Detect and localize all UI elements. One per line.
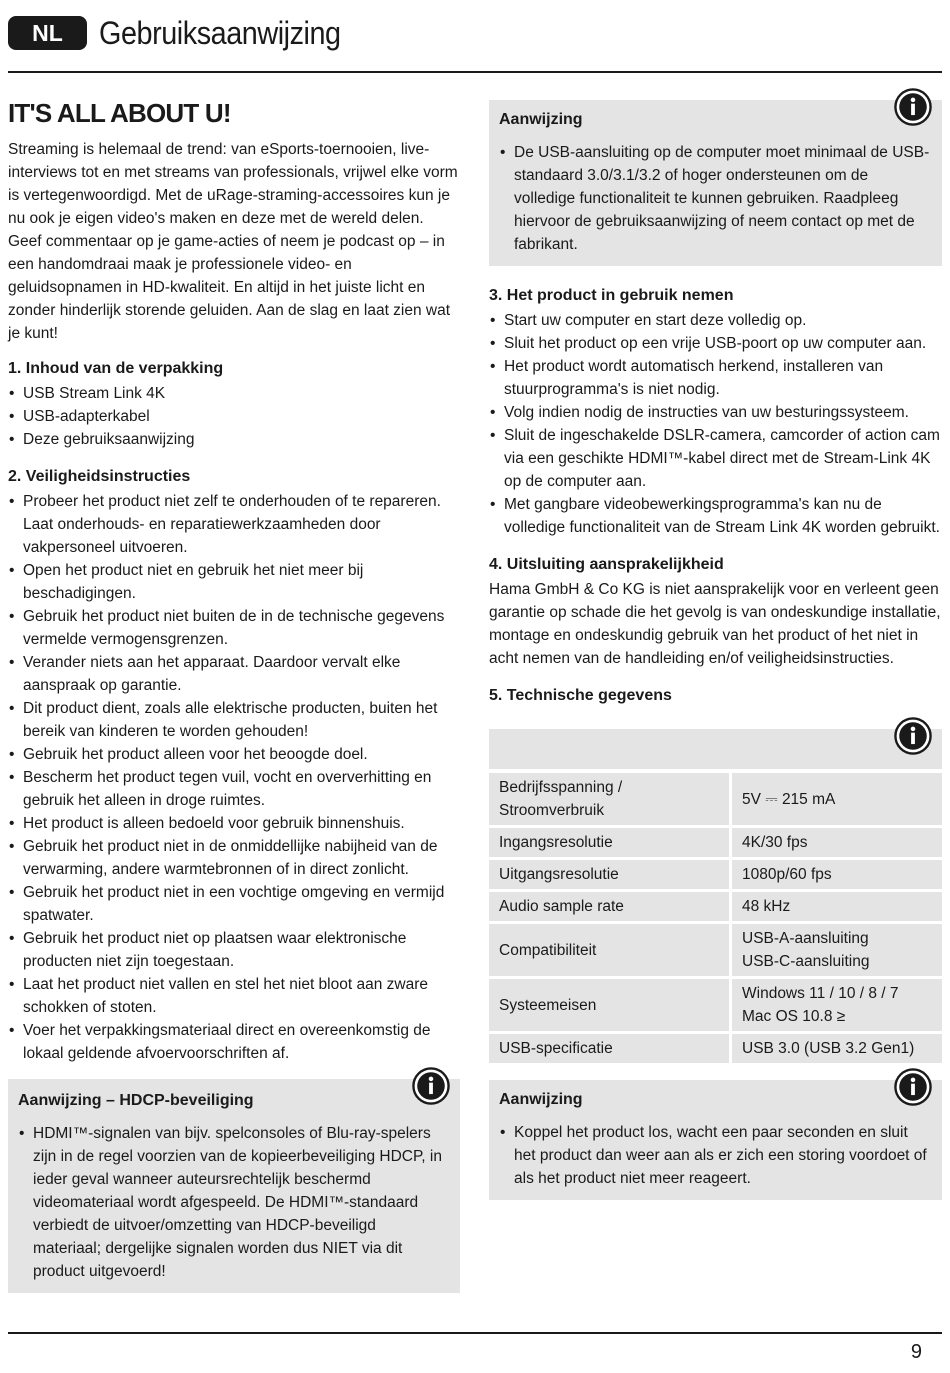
list-item: • Voer het verpakkingsmateriaal direct en overeenkomstig de lokaal geldende afvoervoorschriften af. bbox=[8, 1019, 460, 1065]
section-liability-title: 4. Uitsluiting aansprakelijkheid bbox=[489, 556, 724, 573]
list-item: • De USB-aansluiting op de computer moet minimaal de USB-standaard 3.0/3.1/3.2 of hoger ondersteunen om de volledige functionaliteit te kunnen gebruiken. Raadpleeg hiervoor de gebruiksaanwijzing of neem contact op met de fabrikant. bbox=[499, 141, 930, 256]
table-row bbox=[489, 979, 942, 1034]
spec-value: 48 kHz bbox=[732, 892, 942, 924]
table-row bbox=[489, 892, 942, 924]
list-item: • Verander niets aan het apparaat. Daardoor vervalt elke aanspraak op garantie. bbox=[8, 651, 460, 697]
spec-value: USB 3.0 (USB 3.2 Gen1) bbox=[732, 1034, 942, 1066]
list-item: • Het product is alleen bedoeld voor gebruik binnenshuis. bbox=[8, 812, 460, 835]
note-title: Aanwijzing bbox=[499, 111, 583, 128]
safety-list bbox=[8, 490, 460, 1065]
liability-text: Hama GmbH & Co KG is niet aansprakelijk voor en verleent geen garantie op schade die het gevolg is van ondeskundige installatie, montage en ondeskundig gebruik van het product of het niet in acht nemen van de handleiding en/of veiligheidsinstructies. bbox=[489, 581, 941, 667]
intro-heading: IT'S ALL ABOUT U! bbox=[8, 98, 231, 128]
list-item: • USB-adapterkabel bbox=[8, 405, 460, 428]
list-item: • Sluit het product op een vrije USB-poort op uw computer aan. bbox=[489, 332, 942, 355]
hdcp-note-box bbox=[8, 1079, 460, 1293]
note-title: Aanwijzing – HDCP-beveiliging bbox=[18, 1092, 254, 1109]
info-icon bbox=[894, 88, 932, 126]
list-item: • Gebruik het product niet buiten de in de technische gegevens vermelde vermogensgrenzen. bbox=[8, 605, 460, 651]
table-row bbox=[489, 769, 942, 828]
note-list bbox=[499, 1121, 930, 1190]
list-item: • Bescherm het product tegen vuil, vocht en oververhitting en gebruik het alleen in droge ruimtes. bbox=[8, 766, 460, 812]
info-icon bbox=[412, 1067, 450, 1105]
list-item: • USB Stream Link 4K bbox=[8, 382, 460, 405]
list-item: • Gebruik het product niet op plaatsen waar elektronische producten niet zijn toegestaan. bbox=[8, 927, 460, 973]
troubleshoot-note-box bbox=[489, 1080, 942, 1200]
list-item: • Gebruik het product alleen voor het beoogde doel. bbox=[8, 743, 460, 766]
section-safety-title: 2. Veiligheidsinstructies bbox=[8, 468, 191, 485]
note-list bbox=[499, 141, 930, 256]
spec-value: 5V ⎓ 215 mA bbox=[732, 769, 942, 828]
spec-value: 1080p/60 fps bbox=[732, 860, 942, 892]
page-header bbox=[8, 10, 367, 56]
list-item: • Volg indien nodig de instructies van uw besturingssysteem. bbox=[489, 401, 942, 424]
list-item: • Probeer het product niet zelf te onderhouden of te repareren. Laat onderhouds- en reparatiewerkzaamheden door vakpersoneel uitvoeren. bbox=[8, 490, 460, 559]
list-item: • Met gangbare videobewerkingsprogramma's kan nu de volledige functionaliteit van de Stream Link 4K worden gebruikt. bbox=[489, 493, 942, 539]
table-row bbox=[489, 860, 942, 892]
info-icon bbox=[894, 717, 932, 755]
spec-label: Audio sample rate bbox=[489, 892, 732, 924]
table-row bbox=[489, 1034, 942, 1066]
header-rule bbox=[8, 71, 942, 73]
info-icon bbox=[894, 1068, 932, 1106]
getting-started-list bbox=[489, 309, 942, 539]
spec-value: USB-A-aansluiting USB-C-aansluiting bbox=[732, 924, 942, 979]
list-item: • Gebruik het product niet in de onmiddellijke nabijheid van de verwarming, andere warmtebronnen of in direct zonlicht. bbox=[8, 835, 460, 881]
spec-value: 4K/30 fps bbox=[732, 828, 942, 860]
left-column bbox=[8, 88, 460, 1311]
document-title: Gebruiksaanwijzing bbox=[99, 14, 341, 51]
spec-label: Bedrijfsspanning / Stroomverbruik bbox=[489, 769, 732, 828]
intro-text: Streaming is helemaal de trend: van eSports-toernooien, live-interviews tot en met streams van professionals, vrijwel elke vorm is vertegenwoordigd. Met de uRage-straming-accessoires kun je nu ook je eigen video's maken en deze met de wereld delen. Geef commentaar op je game-acties of neem je podcast op – in een handomdraai maak je professionele video- en geluidsopnamen in HD-kwaliteit. En altijd in het juiste licht en zonder hinderlijk storende geluiden. Aan de slag en laat zien wat je kunt! bbox=[8, 141, 458, 342]
list-item: • Sluit de ingeschakelde DSLR-camera, camcorder of action cam via een geschikte HDMI™-kabel direct met de Stream-Link 4K op de computer aan. bbox=[489, 424, 942, 493]
table-row bbox=[489, 828, 942, 860]
section-technical-data-title: 5. Technische gegevens bbox=[489, 687, 672, 704]
list-item: • Dit product dient, zoals alle elektrische producten, buiten het bereik van kinderen te worden gehouden! bbox=[8, 697, 460, 743]
right-column bbox=[489, 88, 942, 1218]
list-item: • Open het product niet en gebruik het niet meer bij beschadigingen. bbox=[8, 559, 460, 605]
page-number: 9 bbox=[910, 1341, 922, 1363]
package-contents-list bbox=[8, 382, 460, 451]
spec-label: USB-specificatie bbox=[489, 1034, 732, 1066]
list-item: • Het product wordt automatisch herkend, installeren van stuurprogramma's is niet nodig. bbox=[489, 355, 942, 401]
technical-data-header bbox=[489, 729, 942, 769]
spec-value: Windows 11 / 10 / 8 / 7 Mac OS 10.8 ≥ bbox=[732, 979, 942, 1034]
technical-data-table bbox=[489, 769, 942, 1066]
footer-rule bbox=[8, 1332, 942, 1334]
language-badge: NL bbox=[8, 16, 87, 50]
list-item: • Start uw computer en start deze volledig op. bbox=[489, 309, 942, 332]
spec-label: Uitgangsresolutie bbox=[489, 860, 732, 892]
list-item: • Koppel het product los, wacht een paar seconden en sluit het product dan weer aan als er zich een storing voordoet of als het product niet meer reageert. bbox=[499, 1121, 930, 1190]
usb-note-box bbox=[489, 100, 942, 266]
note-title: Aanwijzing bbox=[499, 1091, 583, 1108]
spec-label: Compatibiliteit bbox=[489, 924, 732, 979]
list-item: • Gebruik het product niet in een vochtige omgeving en vermijd spatwater. bbox=[8, 881, 460, 927]
table-row bbox=[489, 924, 942, 979]
note-list bbox=[18, 1122, 448, 1283]
spec-label: Systeemeisen bbox=[489, 979, 732, 1034]
section-getting-started-title: 3. Het product in gebruik nemen bbox=[489, 287, 734, 304]
list-item: • HDMI™-signalen van bijv. spelconsoles of Blu-ray-spelers zijn in de regel voorzien van de kopieerbeveiliging HDCP, in ieder geval wanneer auteursrechtelijk beschermd videomateriaal wordt afgespeeld. De HDMI™-standaard verbiedt de uitvoer/omzetting van HDCP-beveiligd materiaal; dergelijke signalen worden dus NIET via dit product uitgevoerd! bbox=[18, 1122, 448, 1283]
section-package-contents-title: 1. Inhoud van de verpakking bbox=[8, 360, 224, 377]
list-item: • Deze gebruiksaanwijzing bbox=[8, 428, 460, 451]
list-item: • Laat het product niet vallen en stel het niet bloot aan zware schokken of stoten. bbox=[8, 973, 460, 1019]
spec-label: Ingangsresolutie bbox=[489, 828, 732, 860]
